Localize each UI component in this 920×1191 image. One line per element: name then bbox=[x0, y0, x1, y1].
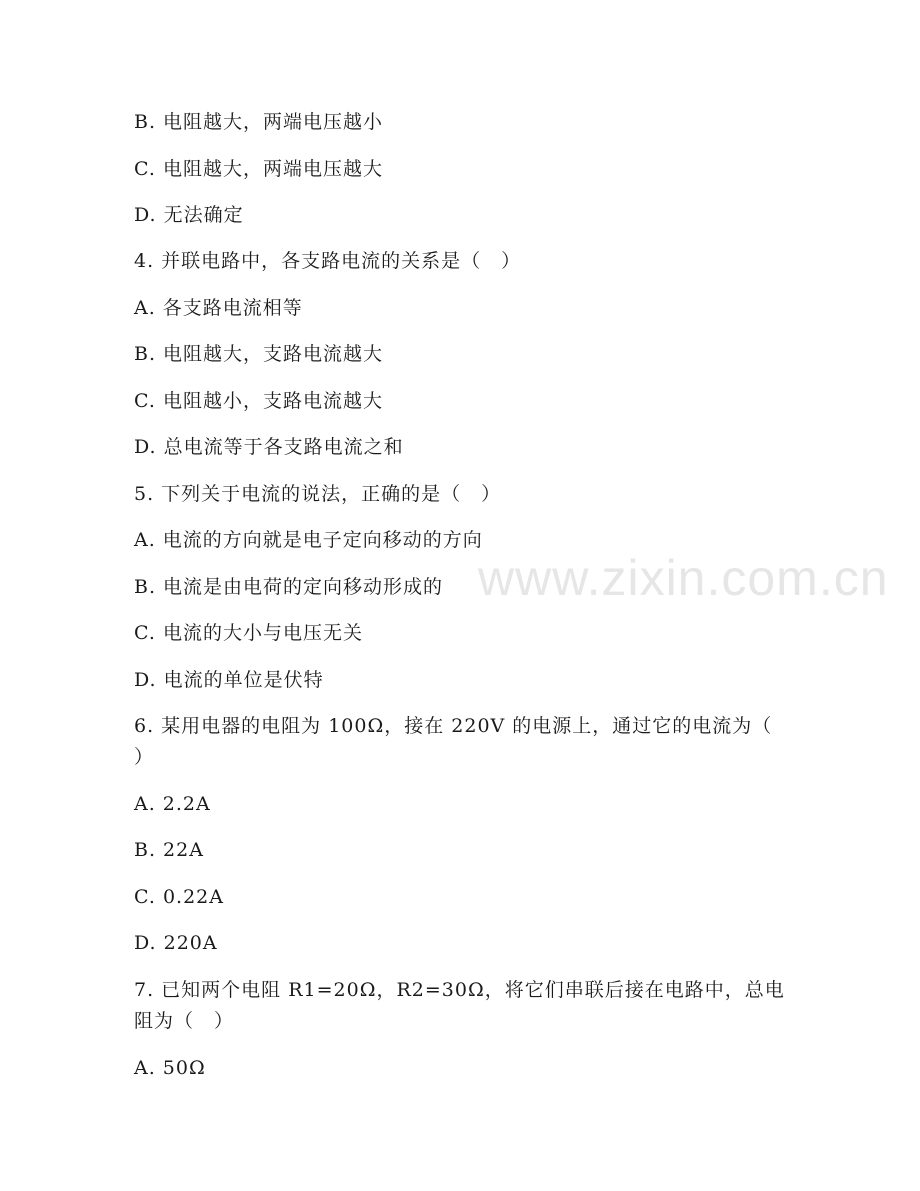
option-4d: D. 总电流等于各支路电流之和 bbox=[134, 436, 404, 458]
option-7a: A. 50Ω bbox=[134, 1057, 206, 1079]
option-6a: A. 2.2A bbox=[134, 793, 211, 815]
option-6b: B. 22A bbox=[134, 839, 204, 861]
option-5b: B. 电流是由电荷的定向移动形成的 bbox=[134, 576, 444, 598]
question-6: 6. 某用电器的电阻为 100Ω，接在 220V 的电源上，通过它的电流为（ bbox=[134, 715, 773, 737]
watermark: www.zixin.com.cn bbox=[478, 550, 889, 606]
option-3b: B. 电阻越大，两端电压越小 bbox=[134, 111, 384, 133]
option-4c: C. 电阻越小，支路电流越大 bbox=[134, 390, 383, 412]
question-4: 4. 并联电路中，各支路电流的关系是（ ） bbox=[134, 250, 522, 272]
option-6c: C. 0.22A bbox=[134, 886, 224, 908]
option-5a: A. 电流的方向就是电子定向移动的方向 bbox=[134, 529, 483, 551]
option-4b: B. 电阻越大，支路电流越大 bbox=[134, 343, 384, 365]
option-3c: C. 电阻越大，两端电压越大 bbox=[134, 158, 383, 180]
option-4a: A. 各支路电流相等 bbox=[134, 297, 303, 319]
option-5d: D. 电流的单位是伏特 bbox=[134, 669, 324, 691]
option-5c: C. 电流的大小与电压无关 bbox=[134, 622, 363, 644]
option-6d: D. 220A bbox=[134, 932, 218, 954]
question-7-continued: 阻为（ ） bbox=[134, 1010, 235, 1032]
question-7: 7. 已知两个电阻 R1=20Ω，R2=30Ω，将它们串联后接在电路中，总电 bbox=[134, 979, 785, 1001]
option-3d: D. 无法确定 bbox=[134, 204, 244, 226]
question-6-continued: ） bbox=[134, 746, 155, 768]
question-5: 5. 下列关于电流的说法，正确的是（ ） bbox=[134, 483, 502, 505]
